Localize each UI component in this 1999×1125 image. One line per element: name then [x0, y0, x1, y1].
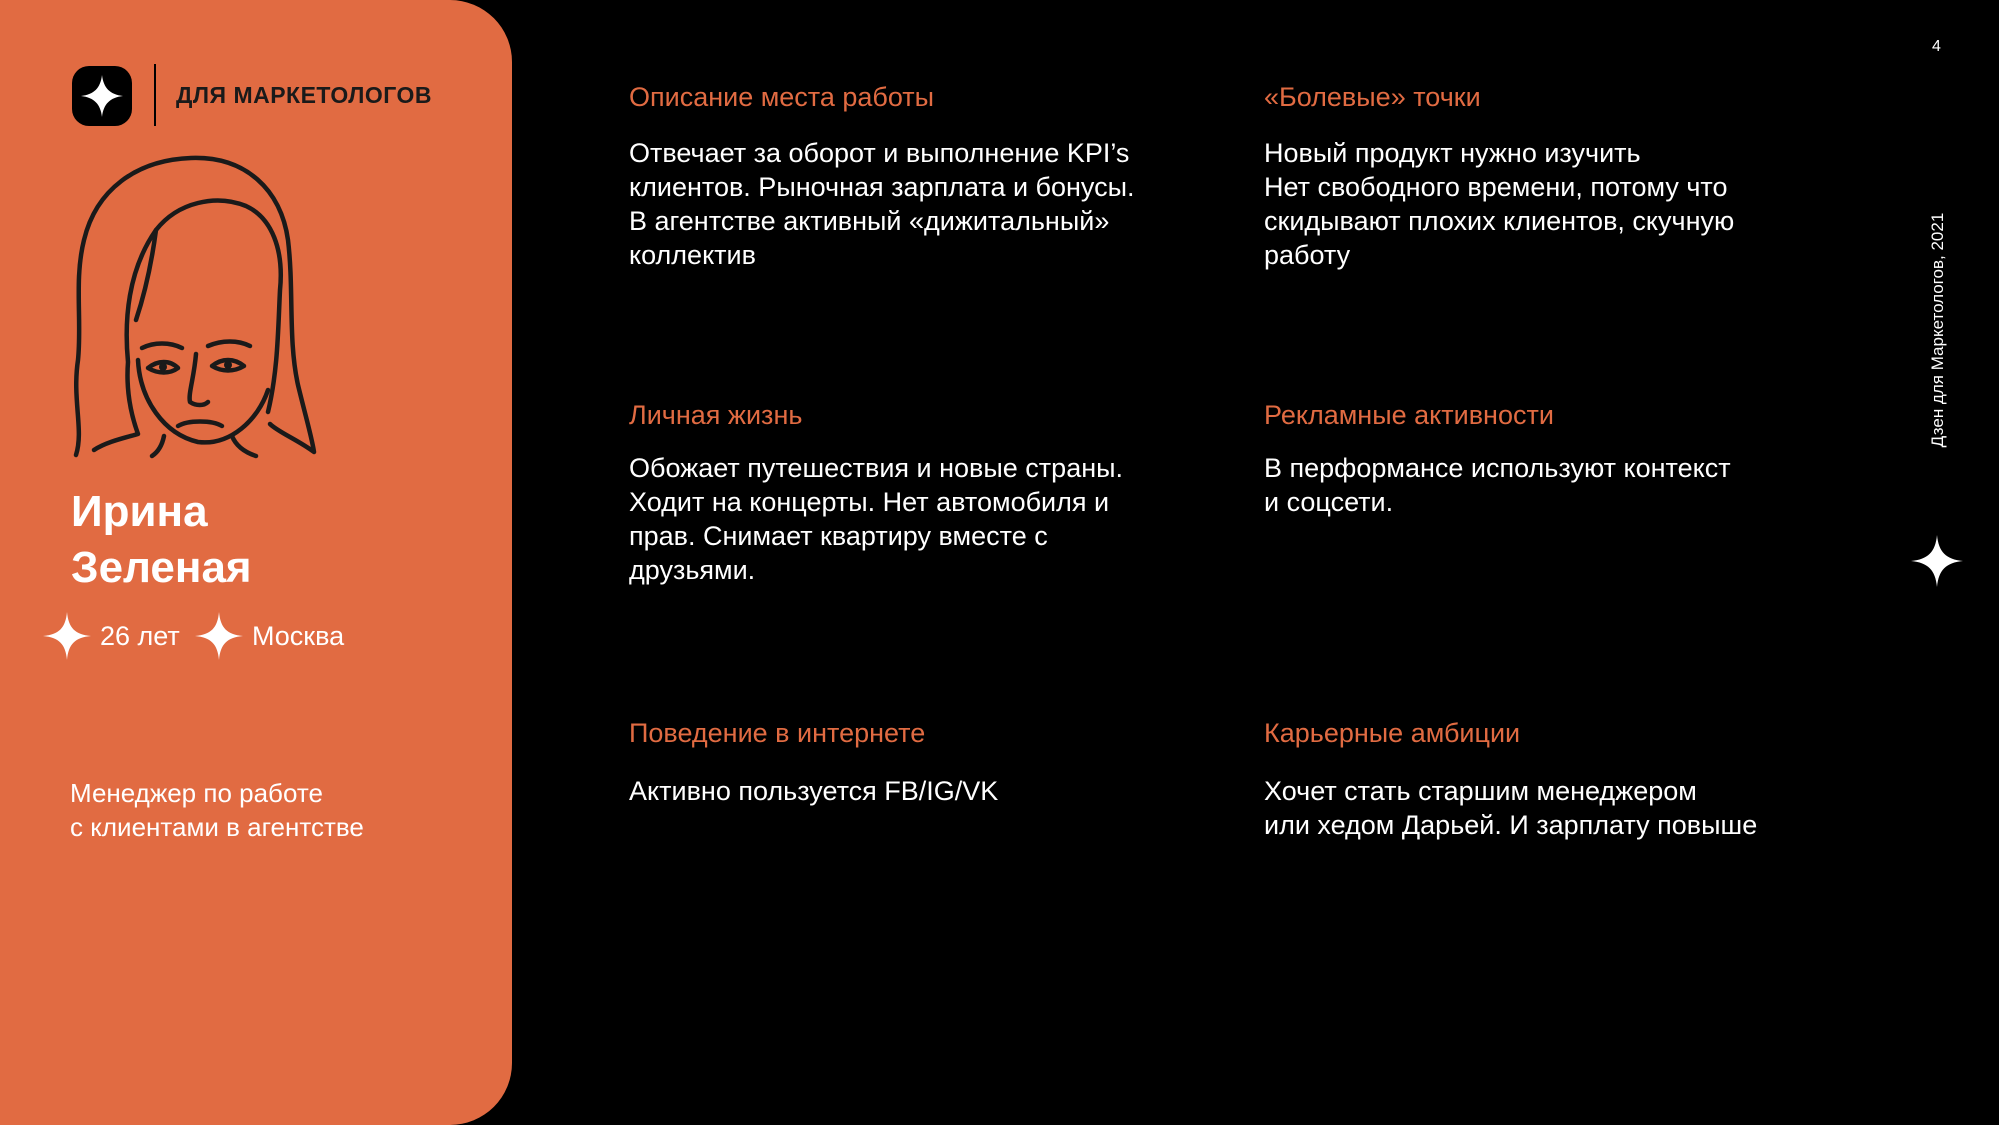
section-body-internet-behavior [629, 774, 1189, 808]
section-line: Обожает путешествия и новые страны. [629, 453, 1124, 483]
section-title-internet-behavior: Поведение в интернете [629, 718, 926, 748]
section-line: В перформансе используют контекст [1264, 453, 1731, 483]
section-line: Отвечает за оборот и выполнение KPI’s [629, 138, 1130, 168]
logo-star-icon [72, 66, 132, 126]
section-title-ad-activity: Рекламные активности [1264, 400, 1554, 430]
persona-name [71, 484, 252, 596]
section-line: друзьями. [629, 555, 756, 585]
section-line: или хедом Дарьей. И зарплату повыше [1264, 810, 1758, 840]
section-line: работу [1264, 240, 1351, 270]
persona-role [70, 776, 364, 844]
persona-first-name: Ирина [71, 487, 208, 536]
section-line: Нет свободного времени, потому что [1264, 172, 1728, 202]
persona-role-line: с клиентами в агентстве [70, 812, 364, 842]
page-number: 4 [1932, 38, 1941, 55]
persona-role-line: Менеджер по работе [70, 778, 323, 808]
section-body-career [1264, 774, 1824, 842]
persona-city [194, 611, 344, 661]
section-line: Ходит на концерты. Нет автомобиля и [629, 487, 1110, 517]
section-title-pain-points: «Болевые» точки [1264, 82, 1481, 112]
section-body-workplace [629, 136, 1189, 272]
persona-age [42, 611, 180, 661]
sparkle-icon [42, 611, 92, 661]
section-line: клиентов. Рыночная зарплата и бонусы. [629, 172, 1135, 202]
persona-portrait-illustration [66, 150, 326, 465]
section-line: прав. Снимает квартиру вместе с [629, 521, 1048, 551]
section-line: Активно пользуется FB/IG/VK [629, 776, 999, 806]
persona-city-label: Москва [252, 620, 345, 651]
section-title-workplace: Описание места работы [629, 82, 935, 112]
persona-last-name: Зеленая [71, 543, 252, 592]
sparkle-icon [1910, 534, 1964, 588]
section-title-personal-life: Личная жизнь [629, 400, 803, 430]
section-line: Новый продукт нужно изучить [1264, 138, 1641, 168]
section-line: коллектив [629, 240, 756, 270]
persona-panel [0, 0, 512, 1125]
section-line: Хочет стать старшим менеджером [1264, 776, 1697, 806]
section-line: В агентстве активный «дижитальный» [629, 206, 1110, 236]
logo-divider [154, 64, 156, 126]
section-title-career: Карьерные амбиции [1264, 718, 1521, 748]
persona-age-label: 26 лет [100, 620, 180, 651]
side-credit: Дзен для Маркетологов, 2021 [1928, 212, 1947, 448]
section-line: скидывают плохих клиентов, скучную [1264, 206, 1735, 236]
section-body-pain-points [1264, 136, 1824, 272]
brand-label: ДЛЯ МАРКЕТОЛОГОВ [176, 82, 432, 108]
section-line: и соцсети. [1264, 487, 1394, 517]
section-body-personal-life [629, 451, 1189, 587]
section-body-ad-activity [1264, 451, 1824, 519]
sparkle-icon [194, 611, 244, 661]
